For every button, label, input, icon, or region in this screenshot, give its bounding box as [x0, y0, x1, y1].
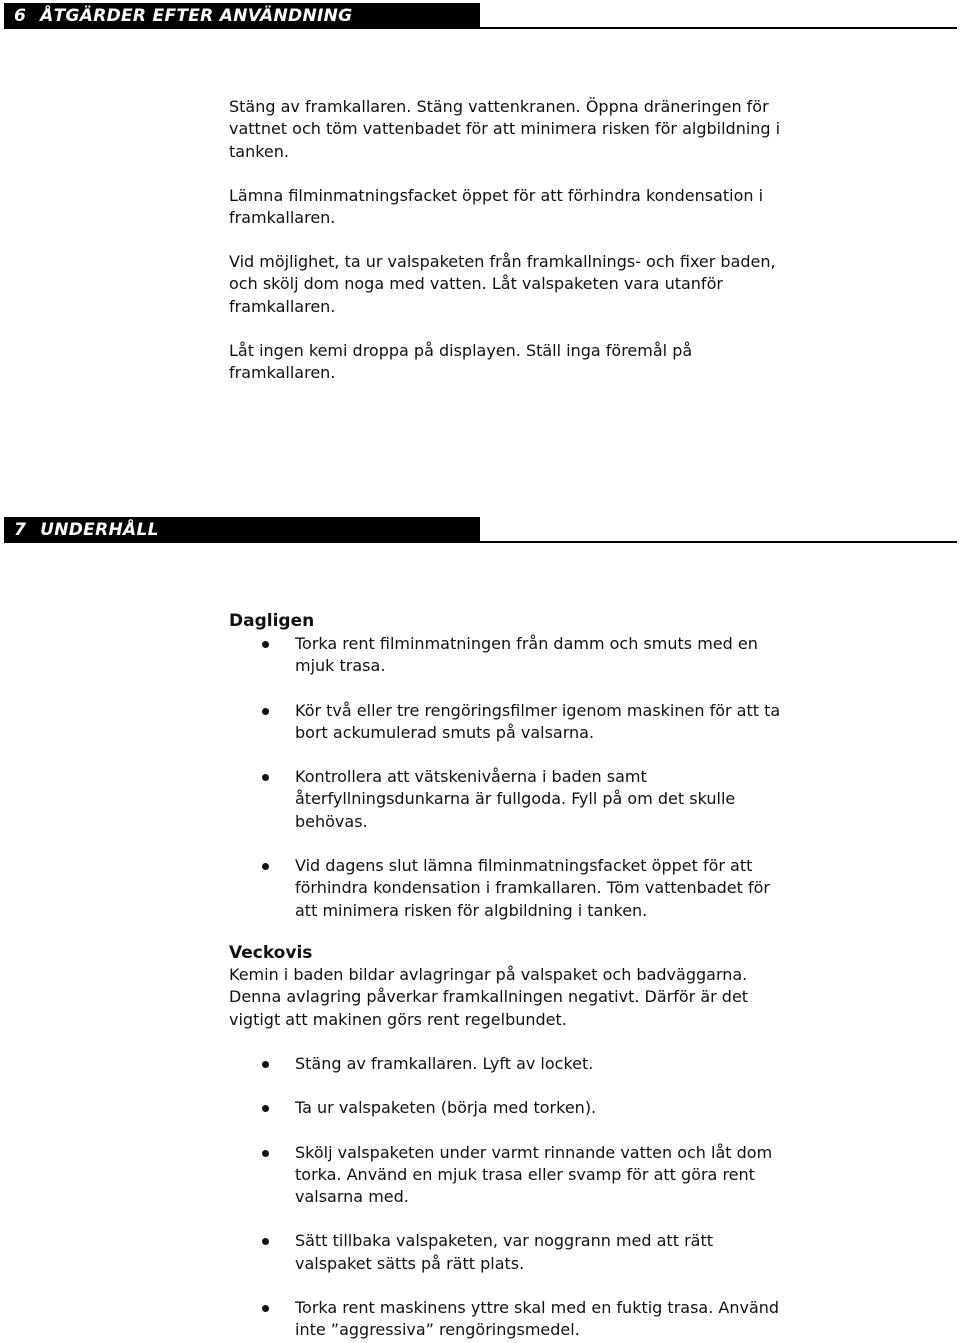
daily-list	[229, 633, 789, 922]
section-header-7	[4, 517, 957, 543]
list-item	[229, 1053, 789, 1075]
weekly-list	[229, 1053, 789, 1342]
bullet-icon	[262, 1238, 269, 1245]
list-item-text: Stäng av framkallaren. Lyft av locket.	[295, 1054, 594, 1073]
list-item-text: Kontrollera att vätskenivåerna i baden samt återfyllningsdunkarna är fullgoda. Fyll på om det skulle behövas.	[295, 767, 736, 831]
list-item	[229, 1142, 789, 1209]
section-number: 7	[14, 520, 27, 540]
list-item-text: Ta ur valspaketen (börja med torken).	[295, 1098, 597, 1118]
section-header-rule	[480, 27, 957, 29]
list-item	[229, 766, 789, 833]
list-item	[229, 633, 789, 678]
bullet-icon	[262, 708, 269, 715]
list-item	[229, 1097, 789, 1119]
bullet-icon	[262, 863, 269, 870]
list-item-text: Vid dagens slut lämna filminmatningsfacket öppet för att förhindra kondensation i framkallaren. Töm vattenbadet för att minimera risken för algbildning i tanken.	[295, 856, 770, 920]
subheading-weekly: Veckovis	[229, 943, 313, 963]
list-item	[229, 700, 789, 745]
bullet-icon	[262, 1061, 269, 1068]
paragraph: Stäng av framkallaren. Stäng vattenkranen. Öppna dräneringen för vattnet och töm vattenbadet för att minimera risken för algbildning i tanken.	[229, 97, 781, 161]
paragraph: Låt ingen kemi droppa på displayen. Ställ inga föremål på framkallaren.	[229, 341, 693, 383]
list-item-text: Torka rent filminmatningen från damm och smuts med en mjuk trasa.	[295, 634, 758, 676]
section-title	[14, 6, 352, 26]
bullet-icon	[262, 1305, 269, 1312]
bullet-icon	[262, 1150, 269, 1157]
section-title	[14, 520, 159, 540]
list-item-text: Skölj valspaketen under varmt rinnande vatten och låt dom torka. Använd en mjuk trasa eller svamp för att göra rent valsarna med.	[295, 1142, 773, 1207]
bullet-icon	[262, 774, 269, 781]
bullet-icon	[262, 1105, 269, 1112]
section-header-6	[4, 3, 957, 29]
list-item	[229, 1230, 789, 1275]
paragraph: Lämna filminmatningsfacket öppet för att förhindra kondensation i framkallaren.	[229, 186, 764, 228]
section-title-text: ÅTGÄRDER EFTER ANVÄNDNING	[40, 6, 353, 26]
section-title-text: UNDERHÅLL	[40, 520, 159, 540]
weekly-intro: Kemin i baden bildar avlagringar på valspaket och badväggarna. Denna avlagring påverkar framkallningen negativt. Därför är det vigtigt att makinen görs rent regelbundet.	[229, 965, 749, 1029]
section-header-rule	[480, 541, 957, 543]
paragraph: Vid möjlighet, ta ur valspaketen från framkallnings- och fixer baden, och skölj dom noga med vatten. Låt valspaketen vara utanför framkallaren.	[229, 252, 776, 316]
bullet-icon	[262, 641, 269, 648]
section-number: 6	[14, 6, 27, 26]
list-item	[229, 855, 789, 922]
list-item-text: Sätt tillbaka valspaketen, var noggrann med att rätt valspaket sätts på rätt plats.	[295, 1231, 713, 1273]
list-item	[229, 1297, 789, 1342]
list-item-text: Kör två eller tre rengöringsfilmer igenom maskinen för att ta bort ackumulerad smuts på valsarna.	[295, 700, 781, 742]
list-item-text: Torka rent maskinens yttre skal med en fuktig trasa. Använd inte ”aggressiva” rengöringsmedel.	[295, 1298, 780, 1340]
subheading-daily: Dagligen	[229, 611, 315, 631]
